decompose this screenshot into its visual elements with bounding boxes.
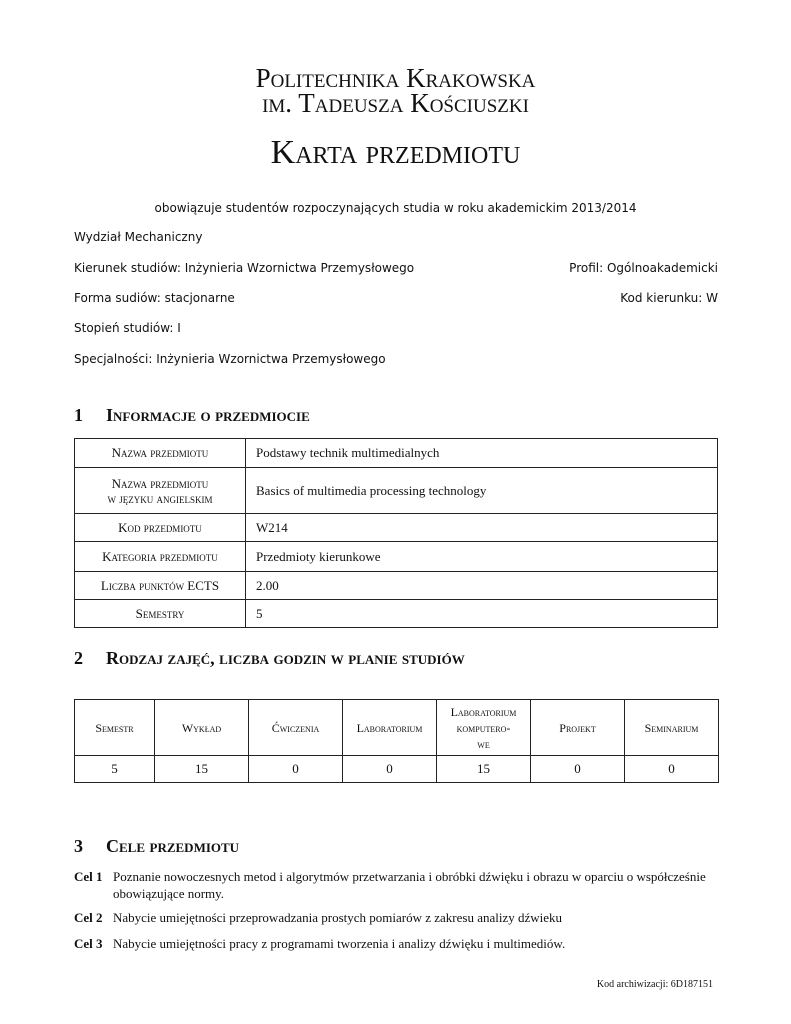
hours-value: 0 — [343, 756, 437, 783]
info-row — [75, 468, 718, 514]
field-of-study: Kierunek studiów: Inżynieria Wzornictwa Przemysłowego — [74, 261, 415, 275]
info-value: W214 — [246, 514, 718, 542]
hours-header: Ćwiczenia — [249, 700, 343, 756]
hours-header: Seminarium — [625, 700, 719, 756]
goal-text: Nabycie umiejętności przeprowadzania prostych pomiarów z zakresu analizy dźwieku — [113, 910, 563, 925]
hours-header: Laboratorium komputero- we — [437, 700, 531, 756]
section-3-number: 3 — [74, 836, 83, 856]
field-code: Kod kierunku: W — [620, 291, 718, 305]
goal-item — [74, 935, 718, 952]
info-value: Basics of multimedia processing technology — [246, 468, 718, 514]
specialization: Specjalności: Inżynieria Wzornictwa Przemysłowego — [74, 352, 386, 366]
info-key: Liczba punktów ECTS — [75, 572, 246, 600]
hours-value: 15 — [437, 756, 531, 783]
section-2-heading — [74, 648, 465, 669]
section-1-title: Informacje o przedmiocie — [106, 405, 310, 425]
section-3-heading — [74, 836, 239, 857]
hours-header: Projekt — [531, 700, 625, 756]
section-2-number: 2 — [74, 648, 83, 668]
hours-header: Semestr — [75, 700, 155, 756]
goal-label: Cel 1 — [74, 869, 103, 884]
section-1-heading — [74, 405, 310, 426]
university-line-1: Politechnika Krakowska — [255, 63, 536, 93]
subject-info-table — [74, 438, 718, 628]
goal-text: Nabycie umiejętności pracy z programami tworzenia i analizy dźwięku i multimediów. — [113, 936, 566, 951]
info-key-line-1: Nazwa przedmiotu — [111, 475, 209, 491]
info-row — [75, 514, 718, 542]
goal-label: Cel 2 — [74, 910, 103, 925]
hours-header: Wykład — [155, 700, 249, 756]
info-key: Kod przedmiotu — [75, 514, 246, 542]
info-value: 2.00 — [246, 572, 718, 600]
info-row — [75, 542, 718, 572]
goal-item — [74, 868, 718, 902]
info-key: Kategoria przedmiotu — [75, 542, 246, 572]
hours-value: 5 — [75, 756, 155, 783]
hours-value: 15 — [155, 756, 249, 783]
study-level: Stopień studiów: I — [74, 321, 181, 335]
university-line-2: im. Tadeusza Kościuszki — [262, 88, 529, 118]
hours-header-row — [75, 700, 719, 756]
archive-code: Kod archiwizacji: 6D187151 — [596, 979, 713, 990]
goal-text: Poznanie nowoczesnych metod i algorytmów przetwarzania i obróbki dźwięku i obrazu w oparciu o współcześnie obowiązujące normy. — [113, 869, 706, 901]
section-2-title: Rodzaj zajęć, liczba godzin w planie studiów — [106, 648, 465, 668]
info-value: Przedmioty kierunkowe — [246, 542, 718, 572]
university-name — [0, 63, 791, 118]
section-3-title: Cele przedmiotu — [106, 836, 240, 856]
hours-table — [74, 699, 719, 783]
hours-value: 0 — [625, 756, 719, 783]
info-key — [75, 468, 246, 514]
study-form: Forma sudiów: stacjonarne — [74, 291, 235, 305]
hours-header: Laboratorium — [343, 700, 437, 756]
hours-value: 0 — [531, 756, 625, 783]
info-row — [75, 572, 718, 600]
goal-label: Cel 3 — [74, 936, 103, 951]
info-row — [75, 600, 718, 628]
info-key: Semestry — [75, 600, 246, 628]
info-key-line-2: w języku angielskim — [107, 490, 213, 506]
hours-value-row — [75, 756, 719, 783]
faculty: Wydział Mechaniczny — [74, 230, 203, 244]
section-1-number: 1 — [74, 405, 83, 425]
goal-item — [74, 909, 718, 926]
info-value: Podstawy technik multimedialnych — [246, 439, 718, 468]
info-row — [75, 439, 718, 468]
info-value: 5 — [246, 600, 718, 628]
study-profile: Profil: Ogólnoakademicki — [569, 261, 718, 275]
info-key: Nazwa przedmiotu — [75, 439, 246, 468]
document-title: Karta przedmiotu — [270, 134, 521, 171]
hours-value: 0 — [249, 756, 343, 783]
validity-note: obowiązuje studentów rozpoczynających studia w roku akademickim 2013/2014 — [154, 201, 637, 215]
